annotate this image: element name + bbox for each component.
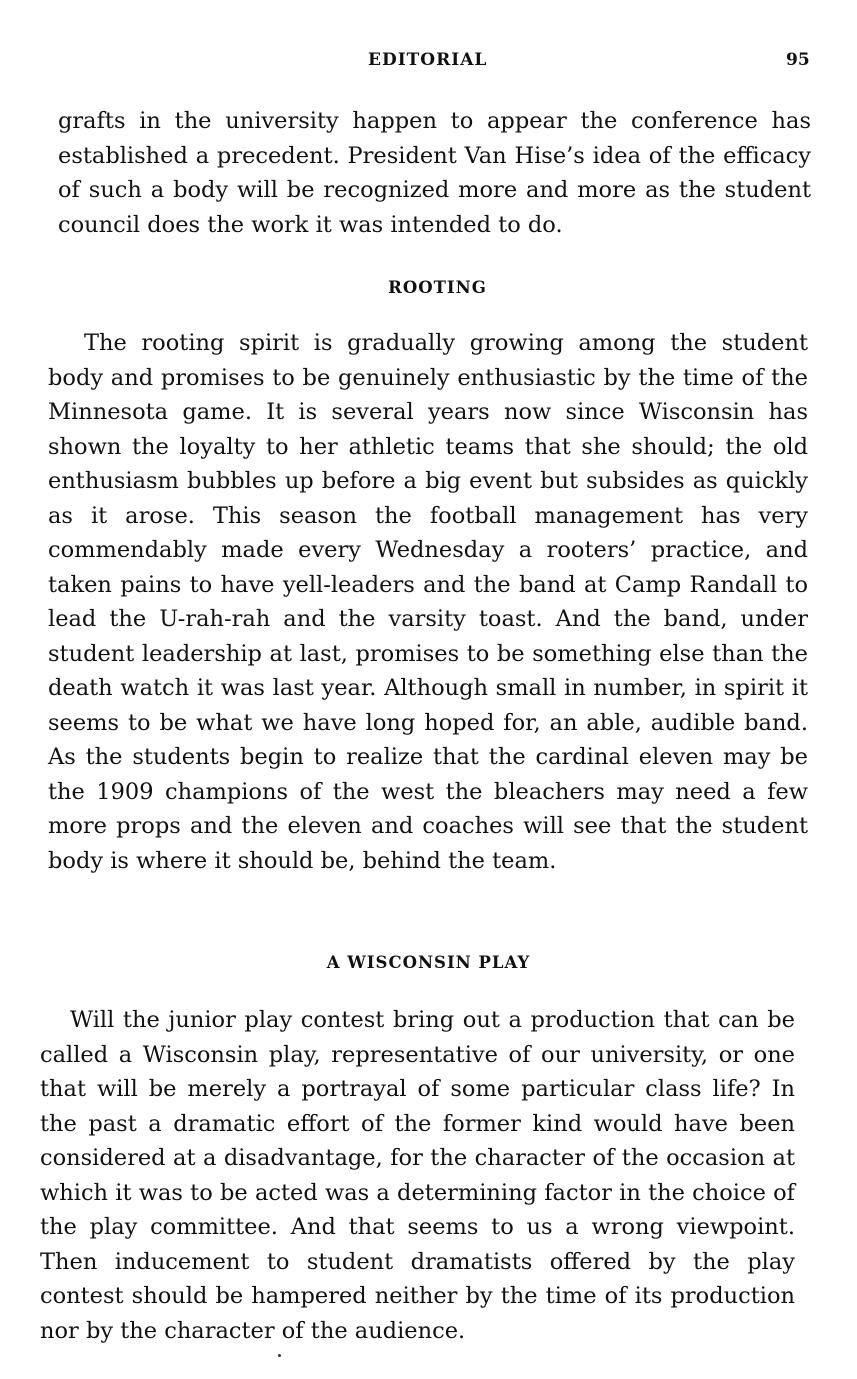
section-heading-rooting: ROOTING bbox=[388, 278, 487, 297]
rooting-paragraph: The rooting spirit is gradually growing among the student body and promises to be genuinely enthusiastic by the time of the Minnesota game. It is several years now since Wisconsin has shown the loyalty to her athletic teams that she should; the old enthusiasm bubbles up before a big event but subsides as quickly as it arose. This season the football management has very commendably made every Wednesday a rooters’ practice, and taken pains to have yell-leaders and the band at Camp Randall to lead the U-rah-rah and the varsity toast. And the band, under student leadership at last, promises to be something else than the death watch it was last year. Although small in number, in spirit it seems to be what we have long hoped for, an able, audible band. As the students begin to realize that the cardinal eleven may be the 1909 champions of the west the bleachers may need a few more props and the eleven and coaches will see that the student body is where it should be, behind the team. bbox=[48, 330, 808, 874]
section-heading-wisconsin-play: A WISCONSIN PLAY bbox=[326, 953, 531, 972]
running-title: EDITORIAL bbox=[368, 50, 488, 70]
continued-paragraph: grafts in the university happen to appear the conference has established a precedent. President Van Hise’s idea of the efficacy of such a body will be recognized more and more as the student council does the work it was intended to do. bbox=[58, 108, 811, 238]
print-speck bbox=[278, 1354, 281, 1357]
wisconsin-play-paragraph: Will the junior play contest bring out a production that can be called a Wisconsin play, representative of our university, or one that will be merely a portrayal of some particular class life? In the past a dramatic effort of the former kind would have been considered at a disadvantage, for the character of the occasion at which it was to be acted was a determining factor in the choice of the play committee. And that seems to us a wrong viewpoint. Then inducement to student dramatists offered by the play contest should be hampered neither by the time of its production nor by the character of the audience. bbox=[40, 1007, 795, 1344]
running-head bbox=[0, 50, 857, 74]
page-number: 95 bbox=[786, 50, 810, 70]
